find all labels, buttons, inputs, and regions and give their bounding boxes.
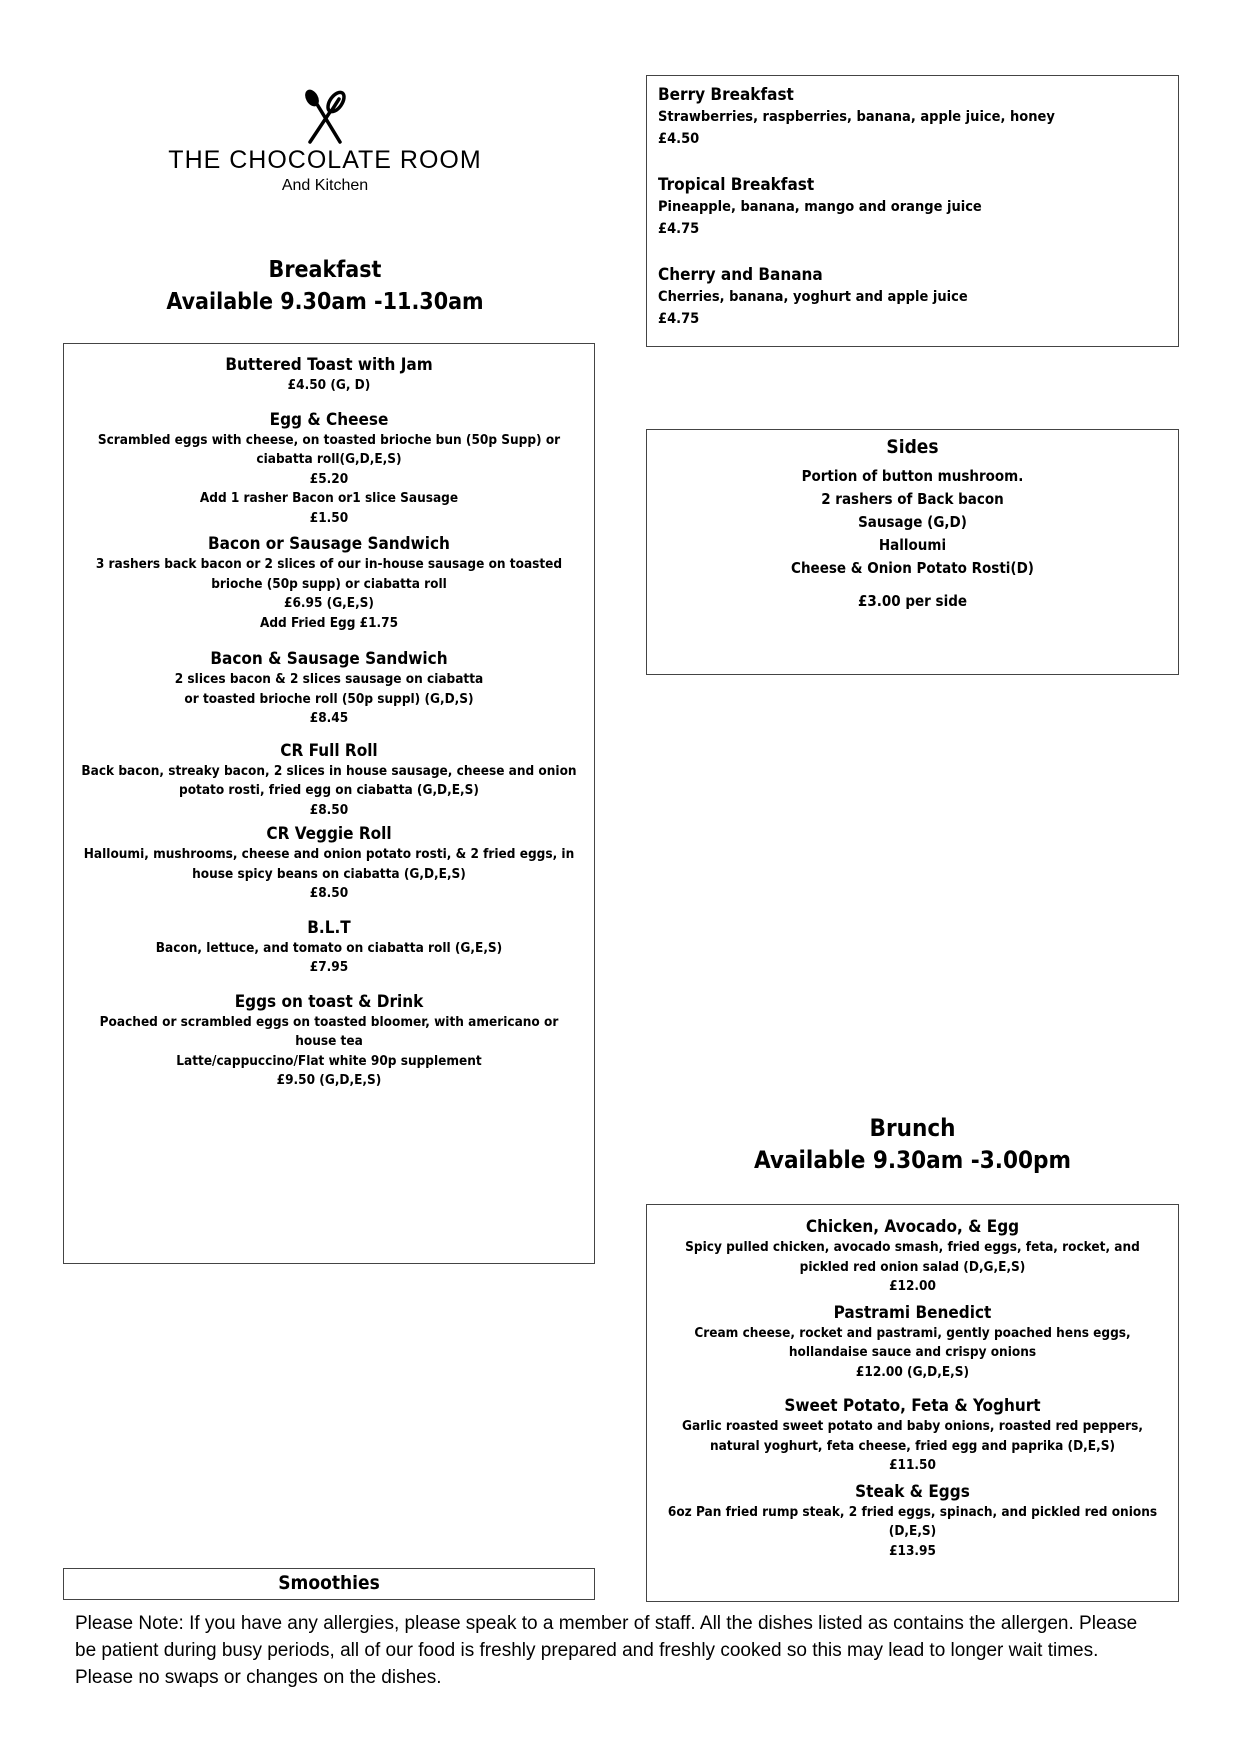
side-item: Halloumi	[878, 536, 947, 554]
item-detail: Scrambled eggs with cheese, on toasted brioche bun (50p Supp) or	[97, 431, 561, 448]
item-detail: Spicy pulled chicken, avocado smash, fried eggs, feta, rocket, and	[685, 1239, 1140, 1255]
brunch-availability: Available 9.30am -3.00pm	[754, 1146, 1071, 1174]
sides-title: Sides	[886, 436, 939, 458]
breakfast-availability: Available 9.30am -11.30am	[166, 289, 484, 315]
smoothie-item	[658, 84, 1178, 150]
brunch-list	[647, 1205, 1178, 1561]
logo-title: THE CHOCOLATE ROOM	[168, 146, 482, 174]
item-detail: 6oz Pan fried rump steak, 2 fried eggs, spinach, and pickled red onions	[667, 1503, 1158, 1520]
item-detail: house tea	[295, 1033, 363, 1049]
item-detail: or toasted brioche roll (50p suppl) (G,D,S)	[184, 690, 474, 707]
item-detail: (D,E,S)	[888, 1523, 937, 1539]
breakfast-item	[64, 992, 594, 1091]
item-detail: Halloumi, mushrooms, cheese and onion potato rosti, & 2 fried eggs, in	[83, 846, 575, 862]
item-detail: £4.50 (G, D)	[287, 377, 371, 393]
item-detail: £6.95 (G,E,S)	[284, 595, 374, 611]
item-detail: 3 rashers back bacon or 2 slices of our in-house sausage on toasted	[95, 556, 563, 572]
item-detail: £12.00 (G,D,E,S)	[855, 1363, 970, 1380]
item-detail: £9.50 (G,D,E,S)	[276, 1072, 382, 1088]
item-name: CR Veggie Roll	[266, 824, 392, 844]
item-detail: potato rosti, fried egg on ciabatta (G,D,E,S)	[179, 782, 479, 798]
logo-subtitle: And Kitchen	[281, 177, 369, 194]
item-name: Sweet Potato, Feta & Yoghurt	[784, 1396, 1041, 1416]
item-name: Buttered Toast with Jam	[225, 355, 433, 375]
item-detail: £11.50	[889, 1457, 936, 1473]
smoothie-name: Cherry and Banana	[658, 265, 823, 285]
breakfast-menu-box	[63, 343, 595, 1264]
breakfast-item	[64, 918, 594, 978]
item-name: Bacon & Sausage Sandwich	[210, 649, 448, 669]
restaurant-logo	[160, 88, 490, 208]
breakfast-item	[64, 649, 594, 729]
sides-price: £3.00 per side	[857, 592, 968, 610]
item-detail: £7.95	[309, 959, 349, 975]
item-name: Egg & Cheese	[269, 409, 389, 430]
item-detail: £8.45	[309, 710, 349, 726]
smoothie-description: Strawberries, raspberries, banana, apple juice, honey	[658, 109, 1055, 125]
brunch-item	[647, 1396, 1178, 1476]
item-name: Bacon or Sausage Sandwich	[208, 534, 450, 554]
item-detail: ciabatta roll(G,D,E,S)	[256, 451, 402, 467]
item-detail: natural yoghurt, feta cheese, fried egg and paprika (D,E,S)	[709, 1437, 1116, 1454]
smoothies-box	[646, 75, 1179, 347]
item-detail: £12.00	[889, 1278, 936, 1294]
item-name: Eggs on toast & Drink	[234, 991, 424, 1012]
item-name: Steak & Eggs	[855, 1481, 970, 1502]
smoothies-title: Smoothies	[278, 1572, 380, 1594]
item-name: Pastrami Benedict	[833, 1302, 992, 1323]
smoothie-price: £4.50	[658, 131, 700, 147]
sides-box	[646, 429, 1179, 675]
item-detail: Garlic roasted sweet potato and baby onions, roasted red peppers,	[682, 1418, 1143, 1434]
smoothie-list	[647, 76, 1178, 330]
brunch-item	[647, 1303, 1178, 1383]
allergy-note: Please Note: If you have any allergies, please speak to a member of staff. All the dishes listed as contains the allergen. Please be patient during busy periods, all of our food is freshly prepared and freshly cooked so this may lead to longer wait times. Please no swaps or changes on the dishes.	[75, 1613, 1138, 1688]
breakfast-list	[64, 344, 594, 1091]
item-detail: £1.50	[309, 509, 349, 526]
item-detail: pickled red onion salad (D,G,E,S)	[799, 1258, 1026, 1275]
item-detail: £8.50	[309, 801, 349, 818]
item-detail: £8.50	[309, 885, 349, 901]
brunch-title: Brunch	[869, 1114, 956, 1142]
item-detail: 2 slices bacon & 2 slices sausage on ciabatta	[174, 671, 484, 687]
item-detail: £5.20	[309, 470, 349, 487]
breakfast-item	[64, 534, 594, 633]
item-detail: brioche (50p supp) or ciabatta roll	[211, 575, 447, 592]
smoothie-price: £4.75	[658, 311, 700, 327]
item-detail: Add 1 rasher Bacon or1 slice Sausage	[199, 490, 459, 506]
item-detail: Bacon, lettuce, and tomato on ciabatta roll (G,E,S)	[155, 939, 503, 956]
item-detail: Add Fried Egg £1.75	[259, 614, 399, 631]
item-name: CR Full Roll	[280, 740, 378, 761]
breakfast-item	[64, 410, 594, 529]
spoon-whisk-icon	[160, 88, 490, 148]
item-detail: house spicy beans on ciabatta (G,D,E,S)	[192, 865, 466, 882]
smoothie-description: Pineapple, banana, mango and orange juice	[658, 199, 982, 215]
breakfast-heading	[60, 254, 590, 318]
item-detail: Cream cheese, rocket and pastrami, gently poached hens eggs,	[694, 1324, 1131, 1341]
item-detail: Poached or scrambled eggs on toasted bloomer, with americano or	[99, 1013, 559, 1030]
breakfast-item	[64, 741, 594, 821]
item-detail: hollandaise sauce and crispy onions	[788, 1344, 1037, 1360]
brunch-heading	[645, 1112, 1180, 1176]
breakfast-item	[64, 355, 594, 396]
smoothie-description: Cherries, banana, yoghurt and apple juice	[658, 289, 968, 305]
item-detail: Latte/cappuccino/Flat white 90p supplement	[176, 1052, 482, 1069]
smoothies-heading-box	[63, 1568, 595, 1600]
item-detail: Back bacon, streaky bacon, 2 slices in house sausage, cheese and onion	[81, 762, 577, 779]
breakfast-title: Breakfast	[268, 257, 382, 283]
item-name: Chicken, Avocado, & Egg	[805, 1217, 1020, 1237]
smoothie-item	[658, 264, 1178, 330]
side-item: Portion of button mushroom.	[801, 467, 1024, 485]
smoothie-name: Tropical Breakfast	[658, 175, 815, 195]
item-name: B.L.T	[307, 917, 351, 938]
brunch-item	[647, 1482, 1178, 1562]
sides-list	[647, 465, 1178, 580]
smoothie-item	[658, 174, 1178, 240]
side-item: 2 rashers of Back bacon	[821, 490, 1004, 508]
brunch-menu-box	[646, 1204, 1179, 1602]
smoothie-name: Berry Breakfast	[658, 85, 794, 105]
item-detail: £13.95	[889, 1542, 936, 1559]
brunch-item	[647, 1217, 1178, 1297]
side-item: Cheese & Onion Potato Rosti(D)	[791, 559, 1034, 577]
breakfast-item	[64, 824, 594, 904]
side-item: Sausage (G,D)	[858, 513, 967, 531]
smoothie-price: £4.75	[658, 221, 700, 237]
